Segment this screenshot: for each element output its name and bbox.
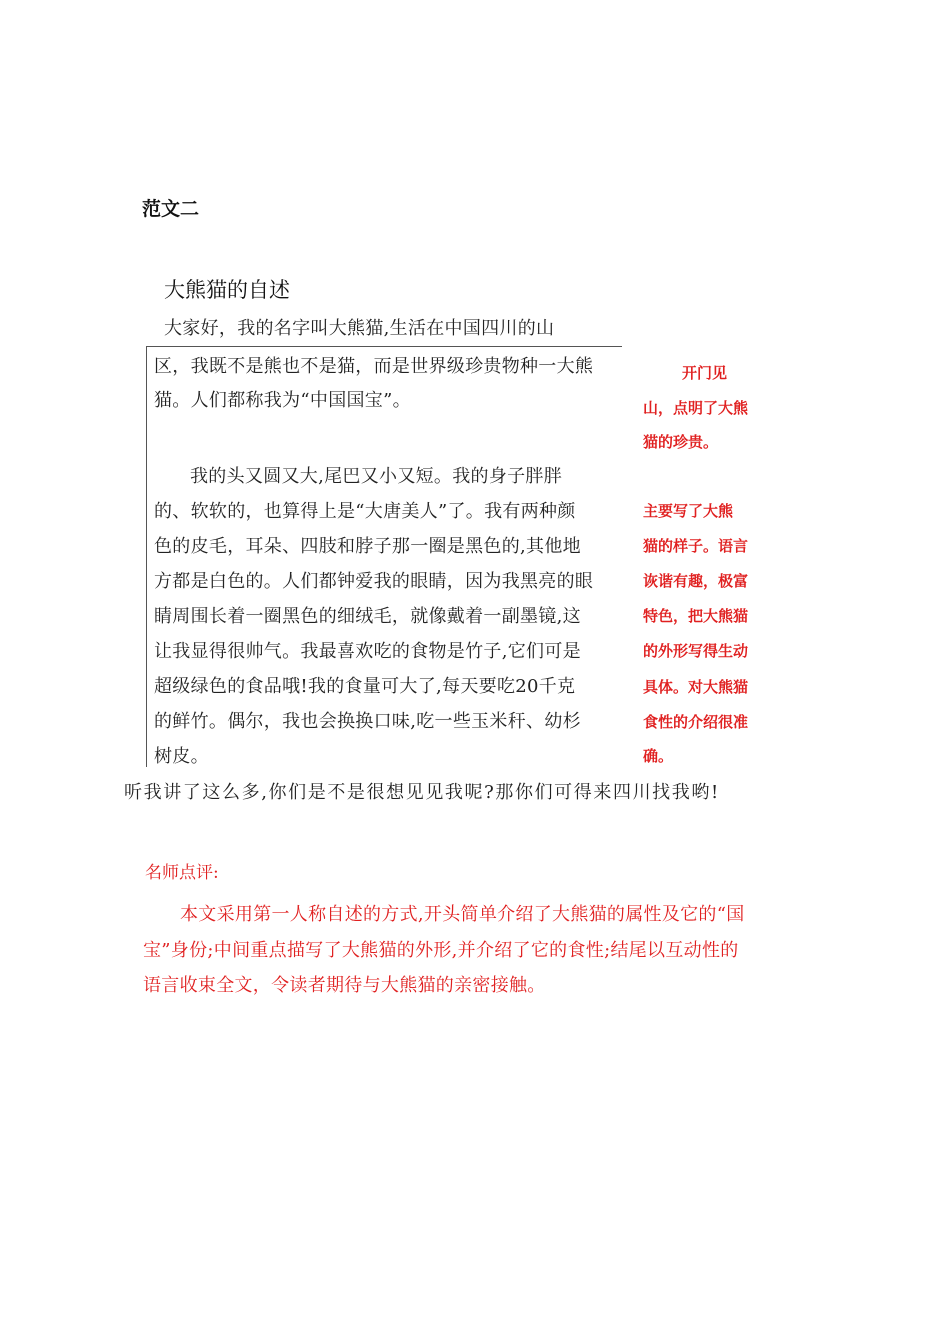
margin-note-1-line-3: 猫的珍贵。 xyxy=(643,433,719,451)
section-label: 范文二 xyxy=(142,198,200,220)
margin-note-2-line-3: 诙谐有趣，极富 xyxy=(643,572,749,590)
margin-note-2-line-5: 的外形写得生动 xyxy=(643,642,749,660)
left-rule xyxy=(146,347,147,767)
margin-note-1-line-1: 开门见 xyxy=(682,364,728,382)
essay-title: 大熊猫的自述 xyxy=(164,278,290,302)
para2-line-3: 色的皮毛，耳朵、四肢和脖子那一圈是黑色的,其他地 xyxy=(154,536,581,557)
para2-line-5: 睛周围长着一圈黑色的细绒毛，就像戴着一副墨镜,这 xyxy=(154,606,581,627)
teacher-comment-line-1: 本文采用第一人称自述的方式,开头简单介绍了大熊猫的属性及它的“国 xyxy=(180,904,745,925)
margin-note-2-line-1: 主要写了大熊 xyxy=(643,502,734,520)
para2-line-8: 的鲜竹。偶尔，我也会换换口味,吃一些玉米秆、幼杉 xyxy=(154,711,581,732)
margin-note-1-line-2: 山，点明了大熊 xyxy=(643,399,749,417)
para2-line-7: 超级绿色的食品哦!我的食量可大了,每天要吃20千克 xyxy=(154,676,576,697)
para2-line-2: 的、软软的，也算得上是“大唐美人”了。我有两种颜 xyxy=(154,501,576,522)
top-rule xyxy=(146,346,622,347)
teacher-comment-line-3: 语言收束全文，令读者期待与大熊猫的亲密接触。 xyxy=(143,975,546,996)
margin-note-2-line-4: 特色，把大熊猫 xyxy=(643,607,749,625)
teacher-comment-line-2: 宝”身份;中间重点描写了大熊猫的外形,并介绍了它的食性;结尾以互动性的 xyxy=(143,940,739,961)
para2-line-4: 方都是白色的。人们都钟爱我的眼睛，因为我黑亮的眼 xyxy=(154,571,594,592)
ending-line: 听我讲了这么多,你们是不是很想见见我呢?那你们可得来四川找我哟! xyxy=(124,782,720,803)
margin-note-2-line-7: 食性的介绍很准 xyxy=(643,713,749,731)
para1-line-1: 大家好，我的名字叫大熊猫,生活在中国四川的山 xyxy=(164,318,555,339)
teacher-comment-title: 名师点评: xyxy=(145,863,219,883)
para2-line-1: 我的头又圆又大,尾巴又小又短。我的身子胖胖 xyxy=(190,466,563,487)
para1-line-3: 猫。人们都称我为“中国国宝”。 xyxy=(154,390,411,411)
margin-note-2-line-8: 确。 xyxy=(643,747,674,765)
para2-line-6: 让我显得很帅气。我最喜欢吃的食物是竹子,它们可是 xyxy=(154,641,581,662)
margin-note-2-line-6: 具体。对大熊猫 xyxy=(643,678,749,696)
para2-line-9: 树皮。 xyxy=(154,746,209,767)
para1-line-2: 区，我既不是熊也不是猫，而是世界级珍贵物种一大熊 xyxy=(154,356,594,377)
margin-note-2-line-2: 猫的样子。语言 xyxy=(643,537,749,555)
